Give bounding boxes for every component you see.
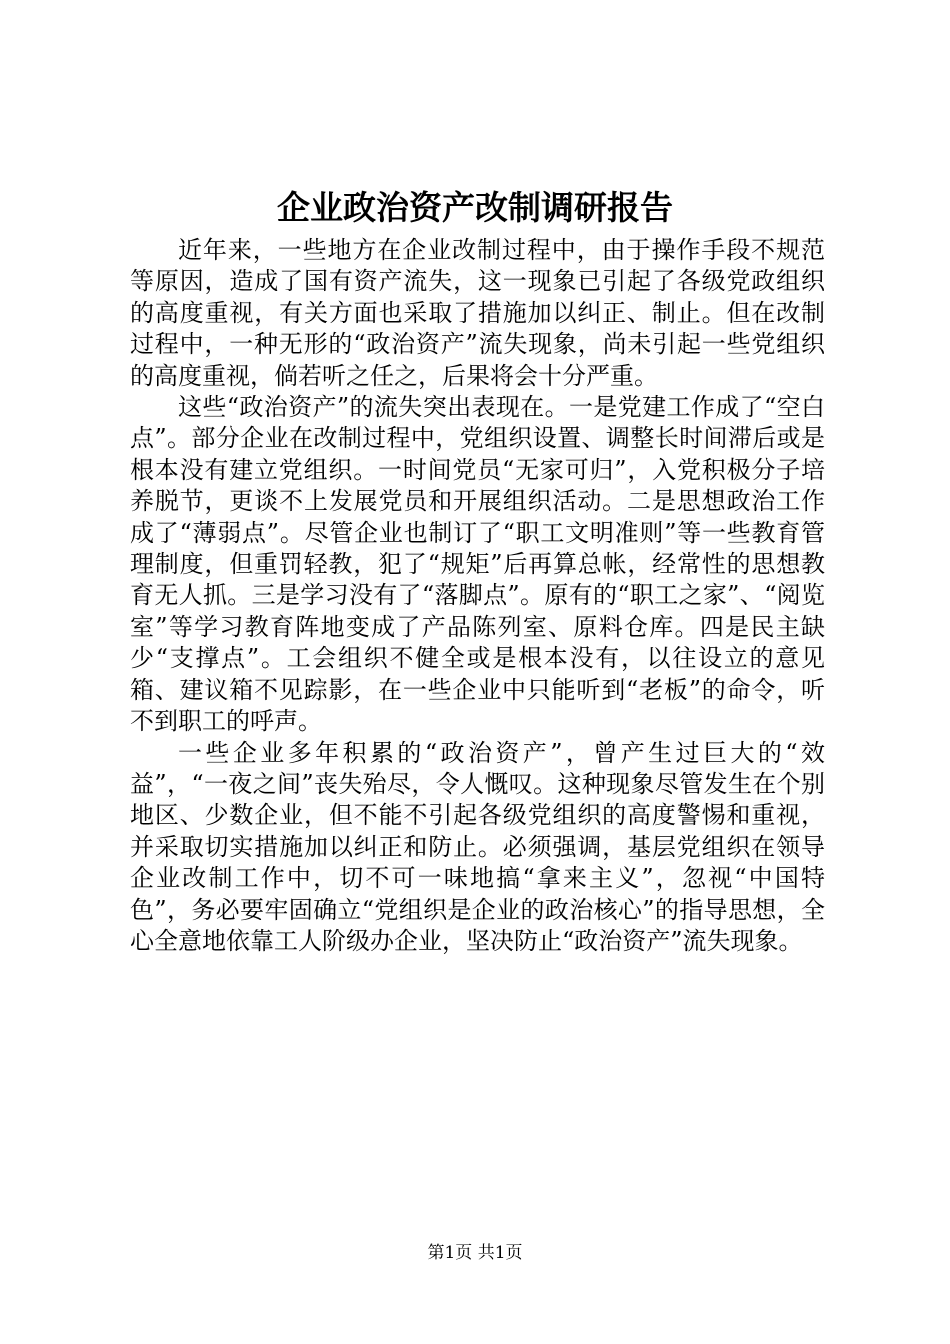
paragraph-3: 一些企业多年积累的“政治资产”，曾产生过巨大的“效益”，“一夜之间”丧失殆尽，令人慨叹。这种现象尽管发生在个别地区、少数企业，但不能不引起各级党组织的高度警惕和重视，并采取切实措施加以纠正和防止。必须强调，基层党组织在领导企业改制工作中，切不可一味地搞“拿来主义”，忽视“中国特色”，务必要牢固确立“党组织是企业的政治核心”的指导思想，全心全意地依靠工人阶级办企业，坚决防止“政治资产”流失现象。 [130, 738, 825, 955]
paragraph-1: 近年来，一些地方在企业改制过程中，由于操作手段不规范等原因，造成了国有资产流失，这一现象已引起了各级党政组织的高度重视，有关方面也采取了措施加以纠正、制止。但在改制过程中，一种无形的“政治资产”流失现象，尚未引起一些党组织的高度重视，倘若听之任之，后果将会十分严重。 [130, 236, 825, 390]
document-body [130, 235, 825, 957]
document-title: 企业政治资产改制调研报告 [277, 188, 673, 227]
page-number-footer: 第1页 共1页 [427, 1243, 523, 1263]
paragraph-2: 这些“政治资产”的流失突出表现在。一是党建工作成了“空白点”。部分企业在改制过程中，党组织设置、调整长时间滞后或是根本没有建立党组织。一时间党员“无家可归”，入党积极分子培养脱节，更谈不上发展党员和开展组织活动。二是思想政治工作成了“薄弱点”。尽管企业也制订了“职工文明准则”等一些教育管理制度，但重罚轻教，犯了“规矩”后再算总帐，经常性的思想教育无人抓。三是学习没有了“落脚点”。原有的“职工之家”、“阅览室”等学习教育阵地变成了产品陈列室、原料仓库。四是民主缺少“支撑点”。工会组织不健全或是根本没有，以往设立的意见箱、建议箱不见踪影，在一些企业中只能听到“老板”的命令，听不到职工的呼声。 [130, 393, 825, 736]
